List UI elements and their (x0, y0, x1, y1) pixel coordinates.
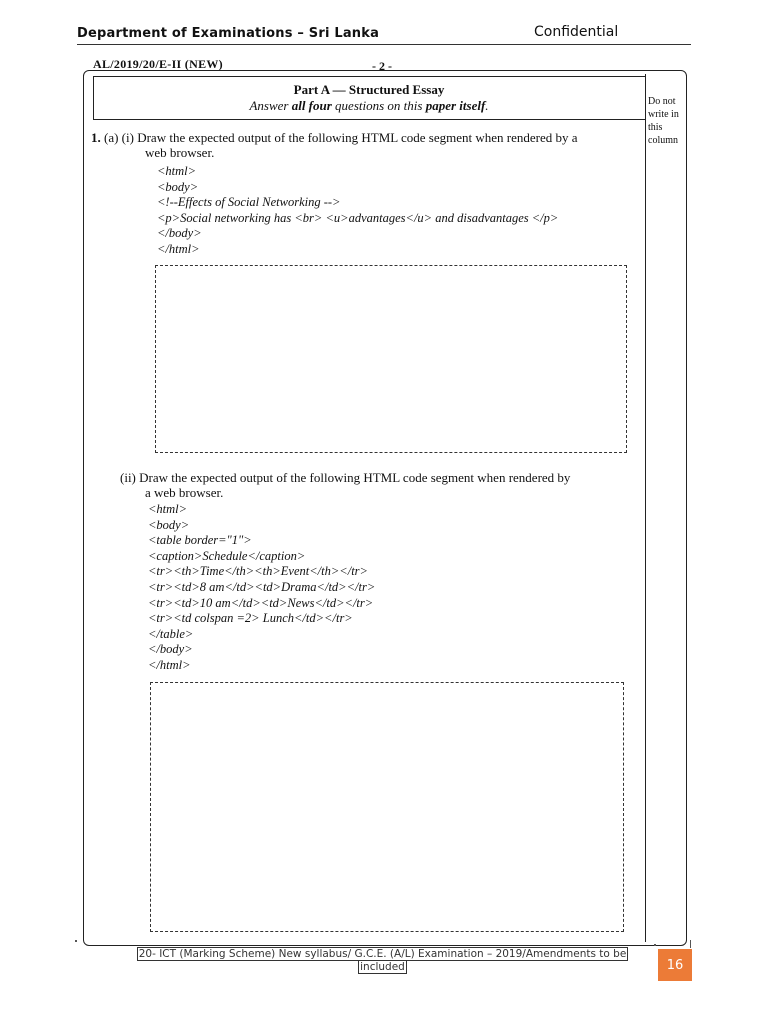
footer-line-2: included (360, 961, 405, 973)
answer-box-2[interactable] (150, 682, 624, 932)
question-label: (a) (i) (104, 130, 134, 145)
code-line: <body> (148, 517, 190, 532)
scan-mark (690, 940, 691, 948)
footer-line-1: 20- ICT (Marking Scheme) New syllabus/ G.C.E. (A/L) Examination – 2019/Amendments to be (138, 948, 627, 960)
question-prompt: Draw the expected output of the following HTML code segment when rendered by (139, 470, 571, 485)
code-line: <tr><td>10 am</td><td>News</td></tr> (148, 595, 374, 610)
code-line: <tr><td>8 am</td><td>Drama</td></tr> (148, 579, 376, 594)
code-line: </html> (157, 241, 200, 256)
code-line: <tr><td colspan =2> Lunch</td></tr> (148, 611, 353, 626)
paper-reference: AL/2019/20/E-II (NEW) (93, 57, 223, 71)
margin-column-divider (645, 74, 646, 942)
code-line: <caption>Schedule</caption> (148, 548, 306, 563)
department-header: Department of Examinations – Sri Lanka (77, 26, 380, 41)
paper-page-number: - 2 - (372, 59, 392, 73)
confidential-label: Confidential (534, 24, 619, 40)
footer-note (125, 948, 640, 974)
question-prompt: Draw the expected output of the following HTML code segment when rendered by a (137, 130, 578, 145)
code-line: </html> (148, 657, 191, 672)
question-1-ii-text-cont: a web browser. (145, 485, 224, 500)
code-line: <!--Effects of Social Networking --> (157, 195, 341, 210)
code-line: </body> (157, 226, 202, 241)
part-title: Part A — Structured Essay (293, 82, 445, 97)
scan-mark (75, 940, 77, 942)
question-1-text-cont: web browser. (145, 145, 215, 160)
page-number-badge: 16 (658, 949, 692, 981)
question-1-ii-text (120, 470, 640, 485)
header-rule (77, 44, 691, 45)
code-line: <html> (157, 164, 197, 178)
answer-box-1[interactable] (155, 265, 627, 453)
code-line: </body> (148, 642, 193, 657)
question-number: 1. (91, 130, 101, 145)
scan-mark (654, 944, 656, 946)
question-label: (ii) (120, 470, 136, 485)
code-line: </table> (148, 626, 194, 641)
code-line: <p>Social networking has <br> <u>advantages</u> and disadvantages </p> (157, 210, 559, 225)
code-line: <html> (148, 502, 188, 516)
question-1-text (91, 130, 641, 145)
margin-note: Do not write in this column (648, 96, 679, 146)
code-block-2 (148, 502, 375, 674)
code-line: <body> (157, 179, 199, 194)
code-line: <table border="1"> (148, 533, 252, 548)
code-block-1 (157, 164, 558, 258)
code-line: <tr><th>Time</th><th>Event</th></tr> (148, 564, 368, 579)
part-instruction: Answer all four questions on this paper itself. (249, 98, 489, 113)
